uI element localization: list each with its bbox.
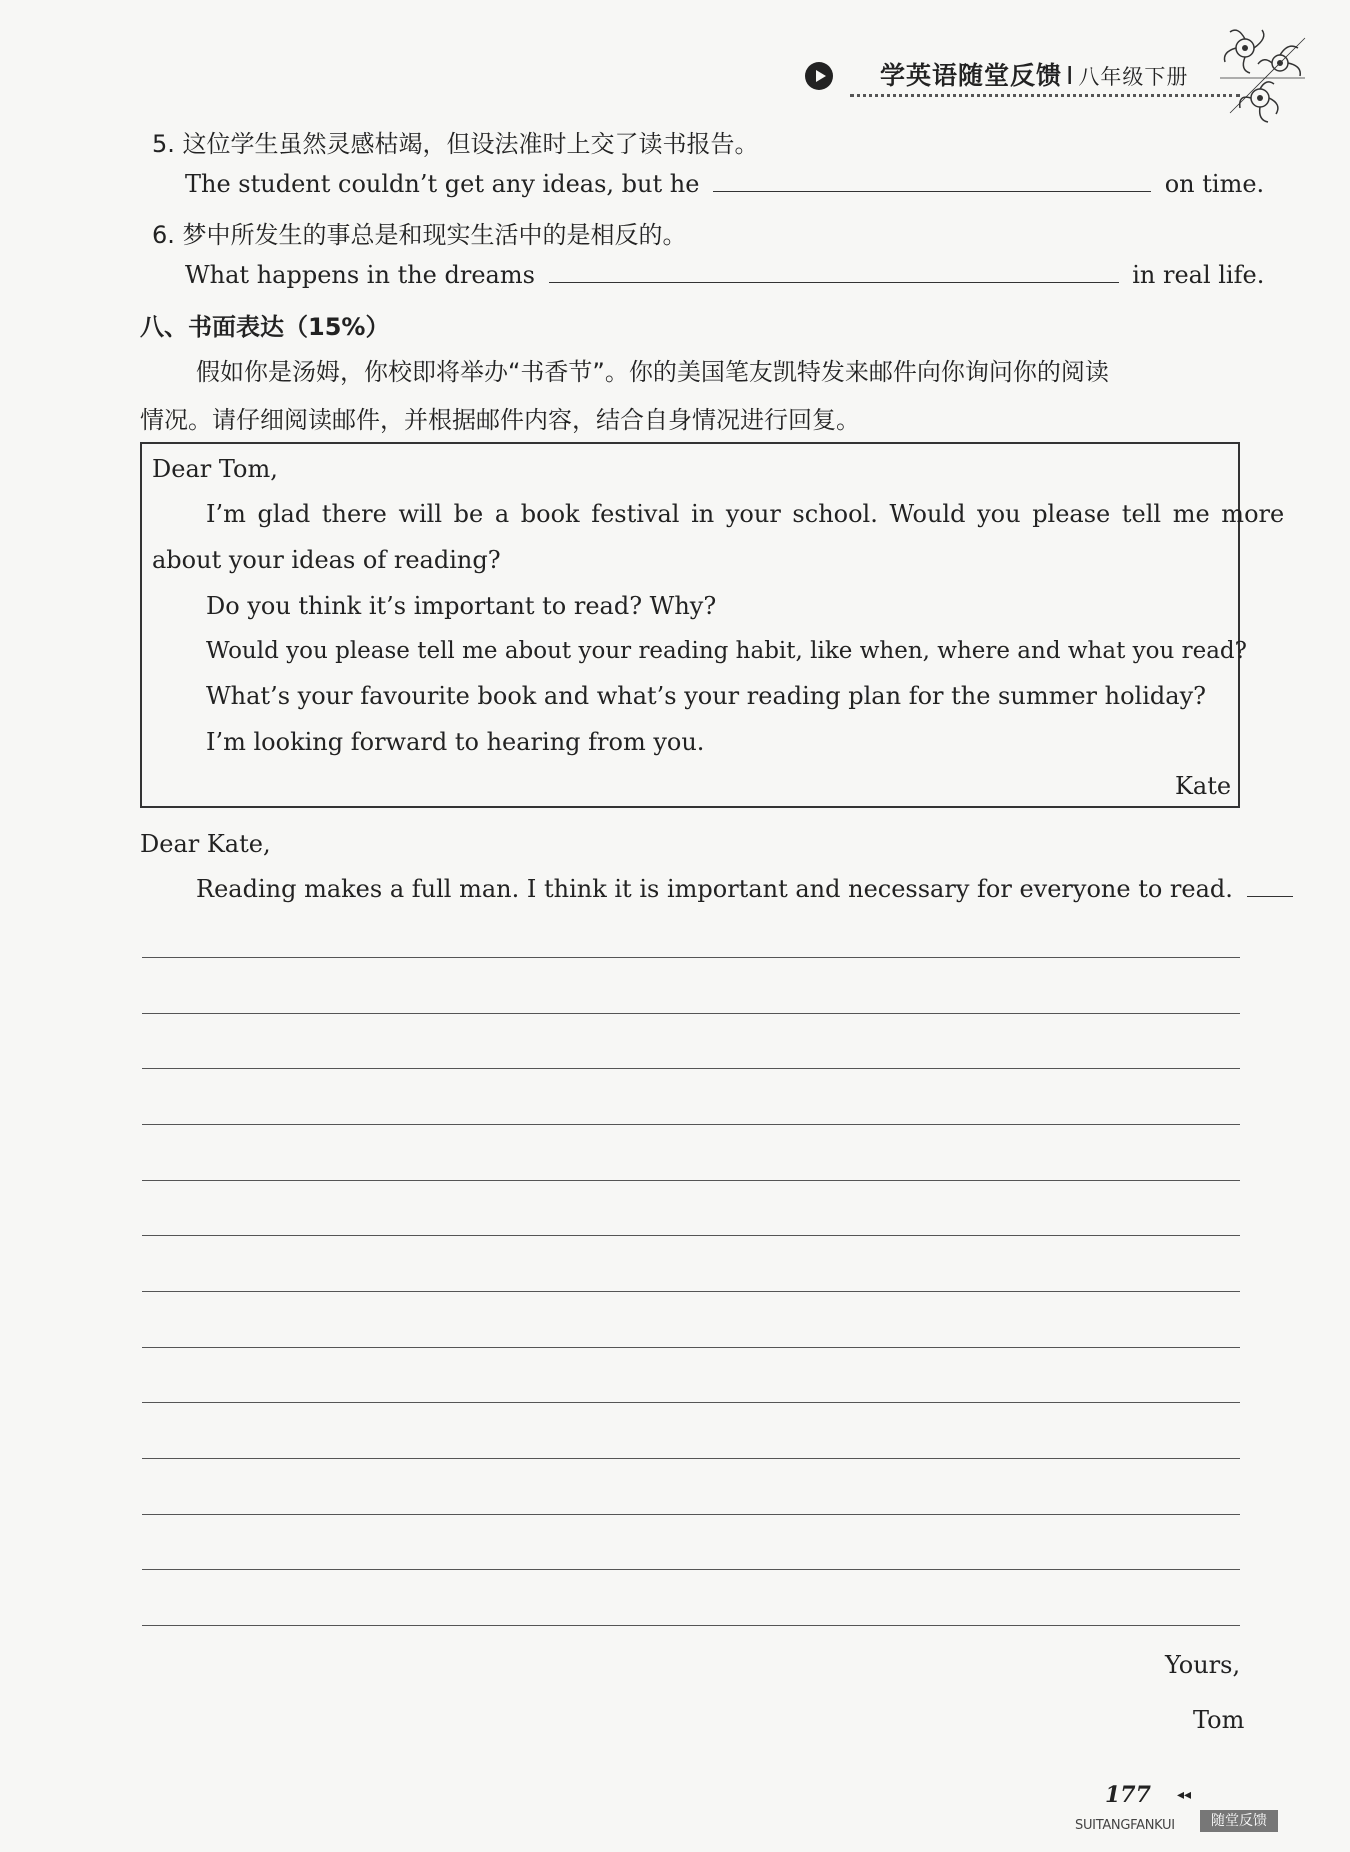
writing-line[interactable] bbox=[142, 1458, 1240, 1459]
grade-label: 八年级下册 bbox=[1078, 65, 1189, 89]
question-6-blank[interactable] bbox=[549, 260, 1119, 283]
reply-opening bbox=[196, 874, 1293, 904]
letter-paragraph-line-1: I’m glad there will be a book festival in your school. Would you please tell me more bbox=[206, 500, 1285, 528]
play-icon bbox=[805, 62, 833, 90]
reply-sign-off: Yours, bbox=[1165, 1651, 1241, 1679]
letter-greeting: Dear Tom, bbox=[152, 455, 278, 483]
reply-opening-blank[interactable] bbox=[1247, 874, 1293, 897]
header-dotted-rule bbox=[850, 94, 1240, 97]
writing-line[interactable] bbox=[142, 957, 1240, 958]
footer-badge: 随堂反馈 bbox=[1200, 1810, 1278, 1832]
letter-signature: Kate bbox=[1175, 772, 1232, 800]
writing-line[interactable] bbox=[142, 1013, 1240, 1014]
letter-question-2: Would you please tell me about your reading habit, like when, where and what you read? bbox=[206, 638, 1247, 664]
footer-brand: SUITANGFANKUI bbox=[1075, 1818, 1175, 1833]
writing-line[interactable] bbox=[142, 1402, 1240, 1403]
book-title: 学英语随堂反馈 bbox=[880, 61, 1063, 90]
question-5-prefix: The student couldn’t get any ideas, but he bbox=[185, 170, 700, 198]
title-separator: I bbox=[1066, 61, 1075, 90]
reply-opening-text: Reading makes a full man. I think it is important and necessary for everyone to read. bbox=[196, 875, 1233, 903]
writing-line[interactable] bbox=[142, 1291, 1240, 1292]
letter-question-3: What’s your favourite book and what’s your reading plan for the summer holiday? bbox=[206, 682, 1207, 710]
header-title bbox=[880, 56, 1188, 92]
question-6-chinese: 6. 梦中所发生的事总是和现实生活中的是相反的。 bbox=[152, 221, 687, 249]
writing-line[interactable] bbox=[142, 1180, 1240, 1181]
question-6-suffix: in real life. bbox=[1132, 261, 1265, 289]
instructions-line-1: 假如你是汤姆，你校即将举办“书香节”。你的美国笔友凯特发来邮件向你询问你的阅读 bbox=[196, 358, 1109, 386]
writing-line[interactable] bbox=[142, 1124, 1240, 1125]
question-6-english bbox=[185, 260, 1264, 290]
section-title: 八、书面表达（15%） bbox=[140, 313, 390, 341]
reply-greeting: Dear Kate, bbox=[140, 830, 271, 858]
letter-closing: I’m looking forward to hearing from you. bbox=[206, 728, 705, 756]
flower-decoration-icon bbox=[1210, 18, 1315, 128]
writing-line[interactable] bbox=[142, 1235, 1240, 1236]
question-5-suffix: on time. bbox=[1164, 170, 1265, 198]
letter-paragraph-line-2: about your ideas of reading? bbox=[152, 546, 501, 574]
writing-line[interactable] bbox=[142, 1068, 1240, 1069]
question-5-english bbox=[185, 169, 1264, 199]
page-number: 177 bbox=[1105, 1782, 1151, 1808]
instructions-line-2: 情况。请仔细阅读邮件，并根据邮件内容，结合自身情况进行回复。 bbox=[140, 406, 860, 434]
letter-question-1: Do you think it’s important to read? Why? bbox=[206, 592, 717, 620]
writing-line[interactable] bbox=[142, 1625, 1240, 1626]
writing-line[interactable] bbox=[142, 1569, 1240, 1570]
writing-line[interactable] bbox=[142, 1347, 1240, 1348]
question-5-blank[interactable] bbox=[713, 169, 1151, 192]
question-6-prefix: What happens in the dreams bbox=[185, 261, 535, 289]
reply-name: Tom bbox=[1193, 1706, 1245, 1734]
page-arrows-icon: ◂◂ bbox=[1177, 1787, 1192, 1803]
writing-line[interactable] bbox=[142, 1514, 1240, 1515]
question-5-chinese: 5. 这位学生虽然灵感枯竭，但设法准时上交了读书报告。 bbox=[152, 130, 759, 158]
